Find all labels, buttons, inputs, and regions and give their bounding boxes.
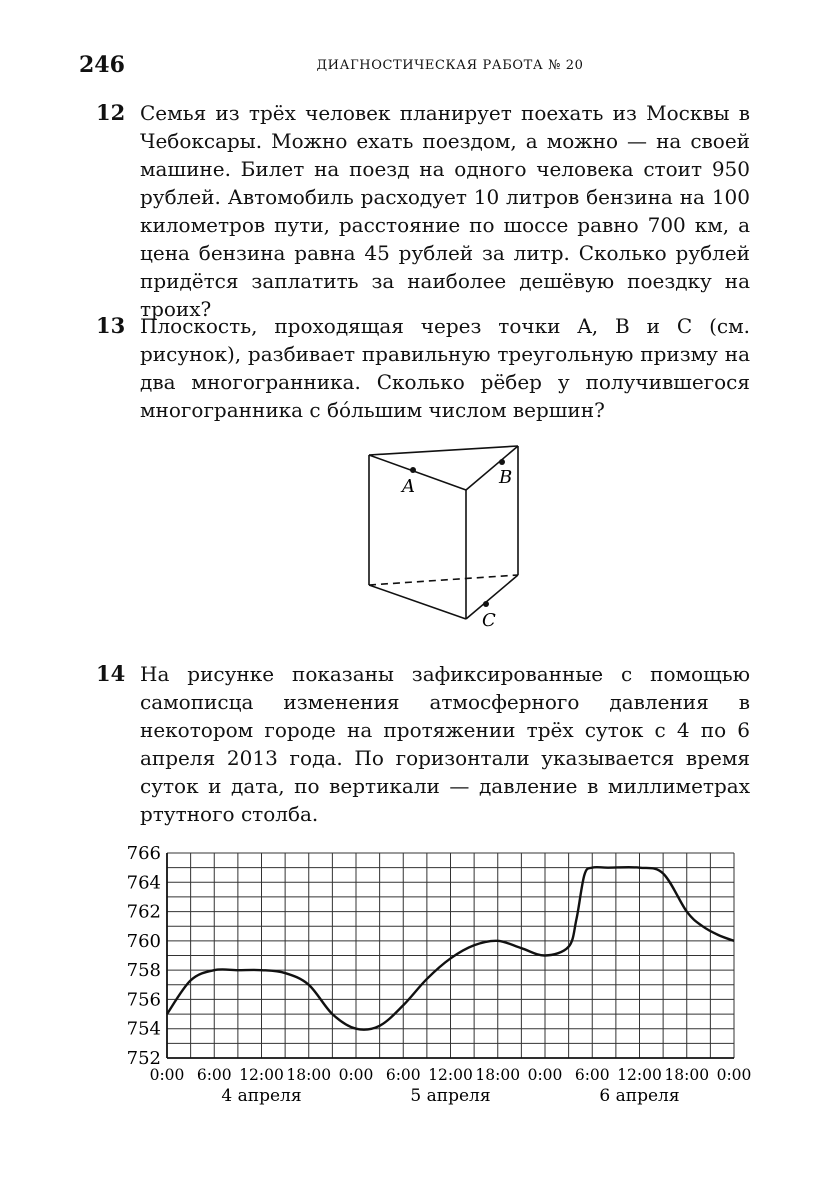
x-tick-label: 0:00 xyxy=(527,1066,563,1084)
problem-number: 12 xyxy=(96,100,126,125)
y-tick-label: 754 xyxy=(126,1018,161,1040)
y-tick-label: 764 xyxy=(126,872,161,894)
label-a: A xyxy=(402,476,415,497)
label-c: C xyxy=(482,610,496,631)
x-tick-label: 18:00 xyxy=(286,1066,332,1084)
y-tick-label: 752 xyxy=(126,1048,161,1069)
problem-number: 13 xyxy=(96,313,126,338)
problem-text: Семья из трёх человек планирует поехать из Москвы в Чебоксары. Можно ехать поездом, а можно — на своей машине. Билет на поезд на одного человека стоит 950 рублей. Автомобиль расходует 10 литров бензина на 100 километров пути, расстояние по шоссе равно 700 км, а цена бензина равна 45 рублей за литр. Сколько рублей придётся заплатить за наиболее дешёвую поездку на троих? xyxy=(140,101,750,321)
running-title: ДИАГНОСТИЧЕСКАЯ РАБОТА № 20 xyxy=(316,58,584,73)
x-tick-label: 12:00 xyxy=(239,1066,284,1084)
problem-text: На рисунке показаны зафиксированные с помощью самописца изменения атмосферного давления в некотором городе на протяжении трёх суток с 4 по 6 апреля 2013 года. По горизонтали указывается время суток и дата, по вертикали — давление в миллиметрах ртутного столба. xyxy=(140,662,750,826)
date-label: 5 апреля xyxy=(410,1086,491,1106)
x-tick-label: 0:00 xyxy=(338,1066,374,1084)
x-tick-label: 6:00 xyxy=(196,1066,232,1084)
y-tick-label: 766 xyxy=(126,843,161,864)
problem-number: 14 xyxy=(96,661,126,686)
x-tick-label: 6:00 xyxy=(385,1066,421,1084)
y-tick-label: 762 xyxy=(126,901,161,923)
date-label: 4 апреля xyxy=(221,1086,302,1106)
x-tick-label: 12:00 xyxy=(617,1066,662,1084)
problem-text: Плоскость, проходящая через точки A, B и C (см. рисунок), разбивает правильную треугольную призму на два многогранника. Сколько рёбер у получившегося многогранника с бóльшим числом вершин? xyxy=(140,314,750,422)
x-tick-label: 0:00 xyxy=(716,1066,752,1084)
y-tick-label: 758 xyxy=(126,960,161,982)
y-tick-label: 760 xyxy=(126,930,161,952)
x-tick-label: 0:00 xyxy=(149,1066,185,1084)
label-b: B xyxy=(499,467,513,488)
x-tick-label: 12:00 xyxy=(428,1066,473,1084)
page-number: 246 xyxy=(79,52,125,78)
date-label: 6 апреля xyxy=(599,1086,680,1106)
x-tick-label: 18:00 xyxy=(475,1066,521,1084)
x-tick-label: 6:00 xyxy=(574,1066,610,1084)
y-tick-label: 756 xyxy=(126,989,161,1011)
x-tick-label: 18:00 xyxy=(664,1066,710,1084)
